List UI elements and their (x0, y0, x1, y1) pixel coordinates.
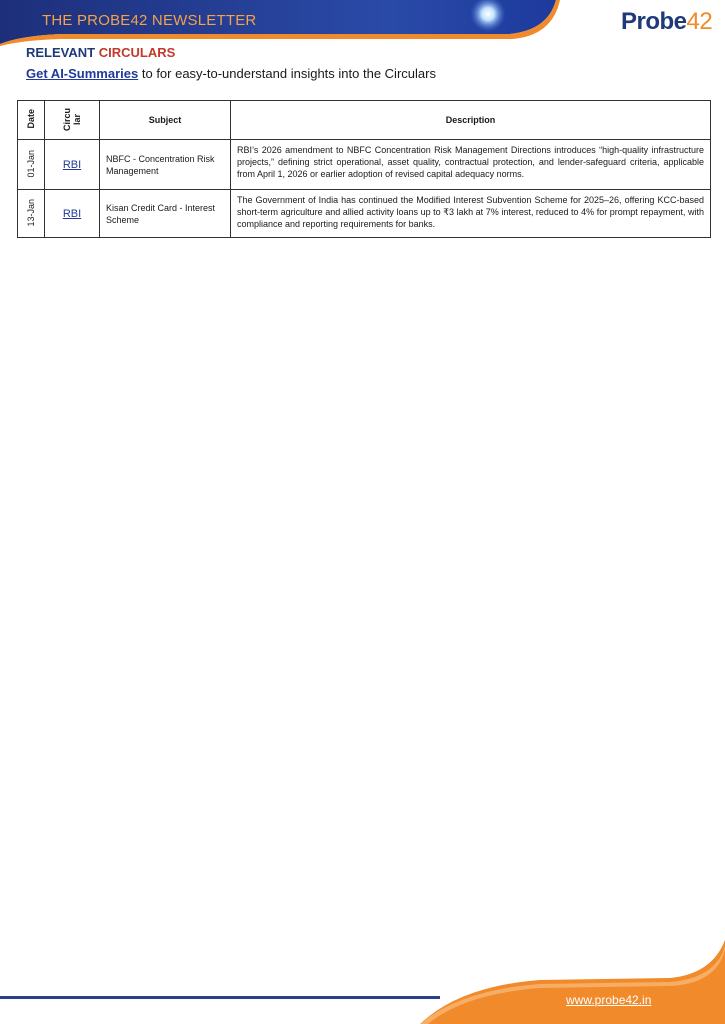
circulars-table (17, 100, 711, 238)
subject-cell: NBFC - Concentration Risk Management (100, 140, 231, 190)
logo-main-text: Probe (621, 8, 687, 35)
logo-number-text: 42 (686, 8, 713, 35)
intro-text: to for easy-to-understand insights into the Circulars (141, 66, 436, 81)
table-row (18, 140, 711, 190)
section-heading-circulars: CIRCULARS (98, 45, 176, 60)
footer-swoosh (420, 940, 725, 1024)
description-cell: The Government of India has continued the Modified Interest Subvention Scheme for 2025–26, offering KCC-based short-term agriculture and allied activity loans up to ₹3 lakh at 7% interest, reduced to 4% for prompt repayment, with compliance and reporting requirements for banks. (231, 190, 711, 238)
subject-cell: Kisan Credit Card - Interest Scheme (100, 190, 231, 238)
intro-line (26, 66, 436, 81)
date-cell: 01-Jan (18, 140, 45, 190)
probe42-logo (621, 8, 712, 36)
newsletter-title: THE PROBE42 NEWSLETTER (42, 12, 257, 29)
date-cell: 13-Jan (18, 190, 45, 238)
column-header-subject: Subject (100, 101, 231, 140)
column-header-circular: Circu lar (45, 101, 100, 140)
footer-website-link[interactable]: www.probe42.in (566, 993, 652, 1007)
footer-divider (0, 996, 440, 999)
circular-link[interactable]: RBI (62, 158, 82, 171)
column-header-description: Description (231, 101, 711, 140)
table-row (18, 190, 711, 238)
ai-summaries-link[interactable]: Get AI-Summaries (26, 66, 139, 81)
circular-cell (45, 140, 100, 190)
table-header-row (18, 101, 711, 140)
section-heading-relevant: RELEVANT (26, 45, 96, 60)
description-cell: RBI’s 2026 amendment to NBFC Concentration Risk Management Directions introduces “high-quality infrastructure projects,” defining strict operational, asset quality, contractual protection, and lender-safeguard criteria, applicable from April 1, 2026 or earlier adoption of revised capital adequacy norms. (231, 140, 711, 190)
circular-link[interactable]: RBI (62, 207, 82, 220)
section-heading (26, 45, 175, 60)
column-header-date: Date (18, 101, 45, 140)
circular-cell (45, 190, 100, 238)
